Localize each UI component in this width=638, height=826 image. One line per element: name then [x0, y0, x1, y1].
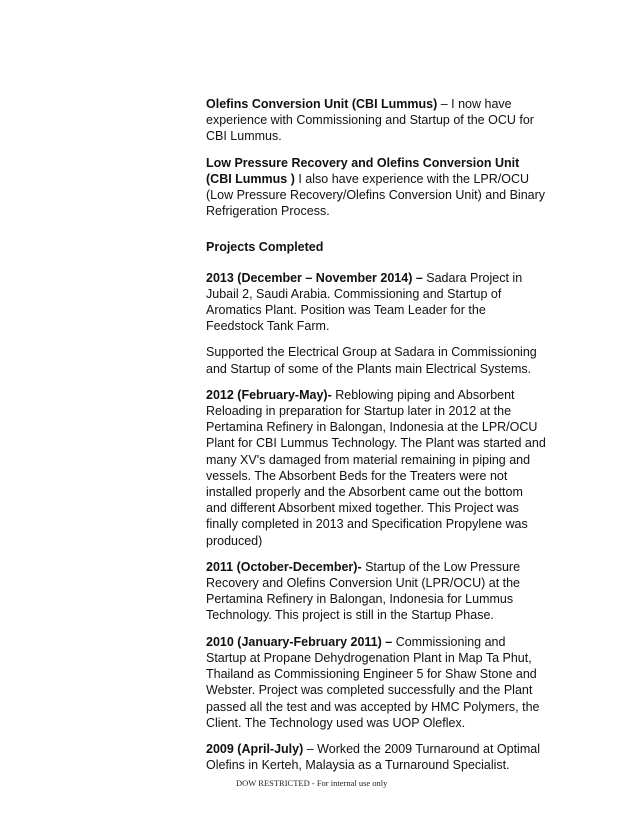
page-footer: DOW RESTRICTED - For internal use only	[236, 778, 388, 788]
project-2012	[206, 387, 546, 549]
ocu-title: Olefins Conversion Unit (CBI Lummus)	[206, 97, 438, 111]
projects-heading: Projects Completed	[206, 240, 324, 255]
project-date: 2012 (February-May)-	[206, 387, 332, 402]
project-2010	[206, 634, 546, 731]
project-date: 2011 (October-December)-	[206, 559, 362, 574]
project-date: 2010 (January-February 2011) –	[206, 634, 393, 649]
project-text: Commissioning and Startup at Propane Dehydrogenation Plant in Map Ta Phut, Thailand as Commissioning Engineer 5 for Shaw Stone and Webster. Project was completed successfully and the Plant passed all the test and was accepted by HMC Polymers, the Client. The Technology used was UOP Oleflex.	[206, 634, 540, 730]
lpr-text: I also have experience with the LPR/OCU (Low Pressure Recovery/Olefins Conversion Unit) and Binary Refrigeration Process.	[206, 171, 546, 219]
project-2013	[206, 270, 546, 335]
project-2009	[206, 741, 546, 773]
project-date: 2009 (April-July)	[206, 741, 304, 756]
project-date: 2013 (December – November 2014) –	[206, 270, 423, 285]
ocu-text: – I now have experience with Commissioning and Startup of the OCU for CBI Lummus.	[206, 97, 534, 144]
lpr-title: Low Pressure Recovery and Olefins Conversion Unit (CBI Lummus )	[206, 155, 520, 186]
project-2013-extra: Supported the Electrical Group at Sadara in Commissioning and Startup of some of the Plants main Electrical Systems.	[206, 345, 537, 376]
project-text: Reblowing piping and Absorbent Reloading in preparation for Startup later in 2012 at the Pertamina Refinery in Balongan, Indonesia at the LPR/OCU Plant for CBI Lummus Technology. The Plant was started and many XV's damaged from material remaining in piping and vessels. The Absorbent Beds for the Treaters were not installed properly and the Absorbent came out the bottom and different Absorbent mixed together. This Project was finally completed in 2013 and Specification Propylene was produced)	[206, 387, 546, 548]
project-text: Sadara Project in Jubail 2, Saudi Arabia. Commissioning and Startup of Aromatics Plant. Position was Team Leader for the Feedstock Tank Farm.	[206, 270, 523, 334]
project-text: – Worked the 2009 Turnaround at Optimal Olefins in Kerteh, Malaysia as a Turnaround Specialist.	[206, 741, 540, 773]
ocu-paragraph	[206, 96, 546, 145]
page-content	[206, 96, 546, 773]
lpr-paragraph	[206, 155, 546, 220]
project-text: Startup of the Low Pressure Recovery and Olefins Conversion Unit (LPR/OCU) at the Pertamina Refinery in Balongan, Indonesia for Lummus Technology. This project is still in the Startup Phase.	[206, 559, 521, 623]
project-2011	[206, 559, 546, 624]
